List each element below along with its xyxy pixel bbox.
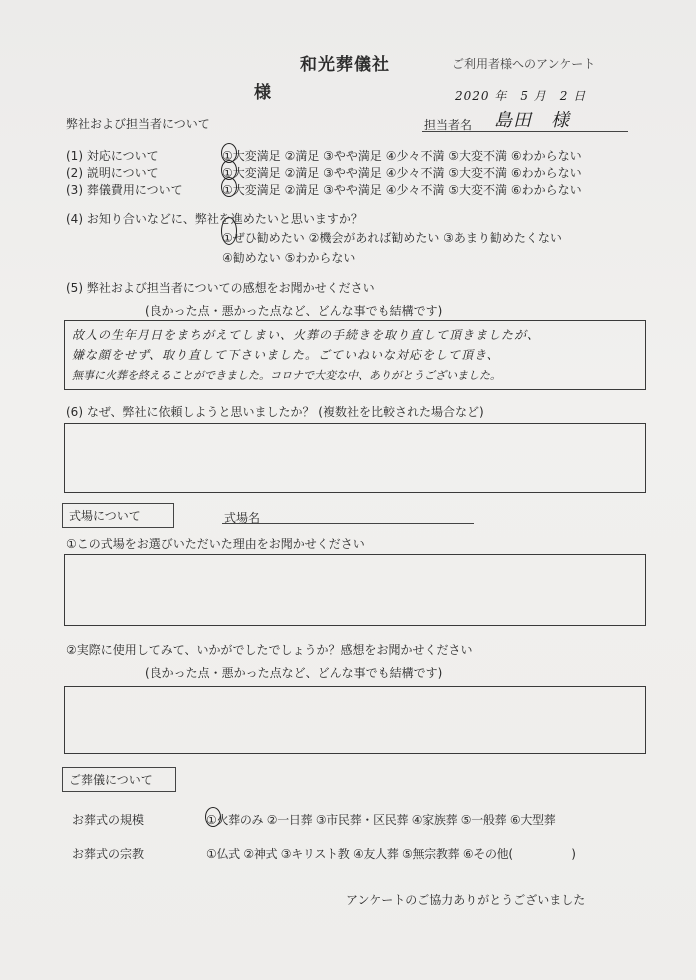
- staff-name-underline: [422, 131, 628, 132]
- q5-answer-line1: 故人の生年月日をまちがえてしまい、火葬の手続きを取り直して頂きましたが、: [72, 328, 541, 342]
- q1-options[interactable]: ①大変満足 ②満足 ③やや満足 ④少々不満 ⑤大変不満 ⑥わからない: [222, 149, 582, 163]
- q3-label: (3) 葬儀費用について: [66, 183, 183, 197]
- venue-q2: ②実際に使用してみて、いかがでしたでしょうか？感想をお聞かせください: [66, 643, 473, 657]
- scale-options[interactable]: ①火葬のみ ②一日葬 ③市民葬・区民葬 ④家族葬 ⑤一般葬 ⑥大型葬: [206, 813, 556, 827]
- venue-q1-answer-box[interactable]: [64, 554, 646, 626]
- q2-options[interactable]: ①大変満足 ②満足 ③やや満足 ④少々不満 ⑤大変不満 ⑥わからない: [222, 166, 582, 180]
- venue-name-label: 式場名: [224, 511, 261, 525]
- venue-name-underline[interactable]: [222, 523, 474, 524]
- q3-options[interactable]: ①大変満足 ②満足 ③やや満足 ④少々不満 ⑤大変不満 ⑥わからない: [222, 183, 582, 197]
- funeral-section-label: ご葬儀について: [62, 767, 176, 792]
- company-name: 和光葬儀社: [300, 55, 390, 75]
- q6-answer-box[interactable]: [64, 423, 646, 493]
- q4-options-line2[interactable]: ④勧めない ⑤わからない: [222, 251, 356, 265]
- q4-label: (4) お知り合いなどに、弊社を進めたいと思いますか？: [66, 212, 363, 226]
- staff-label: 担当者名: [424, 118, 473, 132]
- q4-options-line1[interactable]: ①ぜひ勧めたい ②機会があれば勧めたい ③あまり勧めたくない: [222, 231, 562, 245]
- venue-q2-answer-box[interactable]: [64, 686, 646, 754]
- q1-label: (1) 対応について: [66, 149, 159, 163]
- q4-selected-mark: [221, 217, 237, 245]
- venue-section-label: 式場について: [62, 503, 174, 528]
- footer-thanks: アンケートのご協力ありがとうございました: [346, 893, 586, 907]
- survey-title: ご利用者様へのアンケート: [452, 57, 596, 71]
- section-title: 弊社および担当者について: [66, 117, 210, 131]
- q2-label: (2) 説明について: [66, 166, 159, 180]
- q6-label: (6) なぜ、弊社に依頼しようと思いましたか？ (複数社を比較された場合など): [66, 405, 484, 419]
- addressee-suffix: 様: [254, 83, 271, 103]
- venue-q2-sub: (良かった点・悪かった点など、どんな事でも結構です): [145, 666, 443, 680]
- religion-options[interactable]: ①仏式 ②神式 ③キリスト教 ④友人葬 ⑤無宗教葬 ⑥その他( ): [206, 847, 576, 861]
- scale-selected-mark: [205, 807, 221, 827]
- q5-answer-line3: 無事に火葬を終えることができました。コロナで大変な中、ありがとうございました。: [72, 369, 501, 382]
- staff-name: 島田 様: [494, 110, 570, 131]
- q5-label: (5) 弊社および担当者についての感想をお聞かせください: [66, 281, 375, 295]
- q5-sub: (良かった点・悪かった点など、どんな事でも結構です): [145, 304, 443, 318]
- q3-selected-mark: [221, 177, 237, 197]
- survey-date: 2020 年 5 月 2 日: [455, 89, 587, 103]
- scale-label: お葬式の規模: [72, 813, 145, 827]
- religion-label: お葬式の宗教: [72, 847, 145, 861]
- venue-q1: ①この式場をお選びいただいた理由をお聞かせください: [66, 537, 365, 551]
- q5-answer-line2: 嫌な顔をせず、取り直して下さいました。ごていねいな対応をして頂き、: [72, 348, 500, 362]
